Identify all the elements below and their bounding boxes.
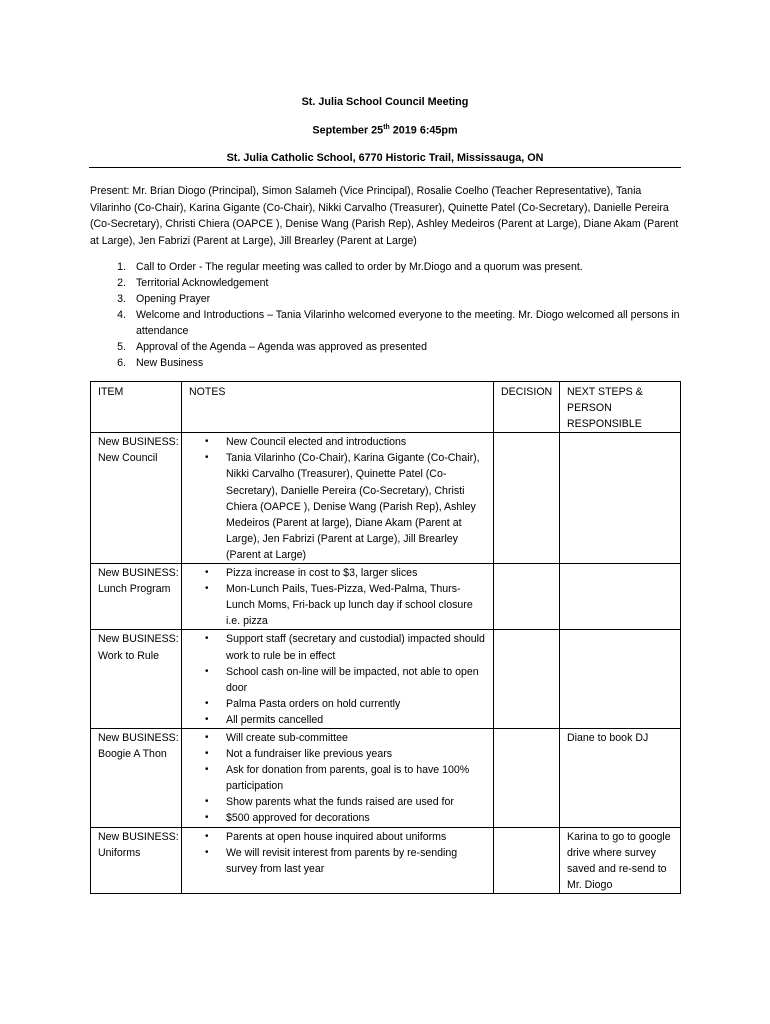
- notes-cell: [182, 564, 494, 630]
- notes-cell: [182, 827, 494, 893]
- note-text: We will revisit interest from parents by re-sending survey from last year: [226, 846, 458, 875]
- notes-list: [189, 730, 493, 827]
- table-row: [91, 827, 681, 893]
- attendance-paragraph: Present: Mr. Brian Diogo (Principal), Simon Salameh (Vice Principal), Rosalie Coelho (Teacher Representative), Tania Vilarinho (Co-Chair), Karina Gigante (Co-Chair), Nikki Carvalho (Treasurer), Quinette Patel (Co-Secretary), Danielle Pereira (Co-Secretary), Christi Chiera (OAPCE ), Denise Wang (Parish Rep), Ashley Medeiros (Parent at Large), Diane Akam (Parent at Large), Jen Fabrizi (Parent at Large), Jill Brearley (Parent at Large): [90, 185, 679, 247]
- next-steps-cell: Diane to book DJ: [560, 728, 681, 827]
- bullet-icon: •: [205, 846, 209, 858]
- decision-cell: [494, 630, 560, 729]
- bullet-icon: •: [205, 731, 209, 743]
- meeting-date: [0, 124, 770, 137]
- bullet-icon: •: [205, 796, 209, 808]
- agenda-text: Opening Prayer: [136, 293, 211, 305]
- note-item: [189, 434, 493, 450]
- bullet-icon: •: [205, 697, 209, 709]
- next-steps-cell: [560, 630, 681, 729]
- decision-cell: [494, 827, 560, 893]
- header-notes: NOTES: [182, 382, 494, 433]
- next-steps-cell: [560, 433, 681, 564]
- agenda-number: 3.: [117, 293, 126, 305]
- note-text: Parents at open house inquired about uniforms: [226, 830, 447, 843]
- date-prefix: September 25: [312, 124, 384, 137]
- item-cell: New BUSINESS: New Council: [91, 433, 182, 564]
- bullet-icon: •: [205, 764, 209, 776]
- note-item: [189, 746, 493, 762]
- agenda-list: [90, 259, 680, 371]
- agenda-item: [90, 355, 680, 371]
- decision-cell: [494, 728, 560, 827]
- item-cell: New BUSINESS: Work to Rule: [91, 630, 182, 729]
- agenda-text: Call to Order - The regular meeting was called to order by Mr.Diogo and a quorum was present.: [136, 261, 583, 273]
- note-item: [189, 810, 493, 826]
- agenda-item: [90, 291, 680, 307]
- note-text: Mon-Lunch Pails, Tues-Pizza, Wed-Palma, Thurs-Lunch Moms, Fri-back up lunch day if school closure i.e. pizza: [226, 583, 473, 628]
- next-steps-cell: [560, 564, 681, 630]
- table-row: [91, 564, 681, 630]
- note-item: [189, 794, 493, 810]
- date-suffix: 2019 6:45pm: [389, 124, 458, 137]
- agenda-item: [90, 275, 680, 291]
- meeting-location: St. Julia Catholic School, 6770 Historic Trail, Mississauga, ON: [226, 152, 544, 164]
- notes-cell: [182, 728, 494, 827]
- decision-cell: [494, 564, 560, 630]
- note-item: [189, 730, 493, 746]
- bullet-icon: •: [205, 665, 209, 677]
- date-superscript: th: [383, 124, 390, 131]
- header-item: ITEM: [91, 382, 182, 433]
- table-header-row: [91, 382, 681, 433]
- note-item: [189, 581, 493, 629]
- table-row: [91, 630, 681, 729]
- agenda-text: Approval of the Agenda – Agenda was approved as presented: [136, 341, 427, 353]
- note-text: All permits cancelled: [226, 713, 324, 726]
- bullet-icon: •: [205, 748, 209, 760]
- note-text: Ask for donation from parents, goal is to have 100% participation: [226, 764, 470, 793]
- agenda-number: 5.: [117, 341, 126, 353]
- header-decision: DECISION: [494, 382, 560, 433]
- note-text: Will create sub-committee: [226, 731, 348, 744]
- notes-list: [189, 829, 493, 877]
- note-text: School cash on-line will be impacted, not able to open door: [226, 665, 479, 694]
- agenda-item: [90, 259, 680, 275]
- item-cell: New BUSINESS: Boogie A Thon: [91, 728, 182, 827]
- notes-list: [189, 565, 493, 629]
- agenda-item: [90, 307, 680, 339]
- notes-list: [189, 434, 493, 563]
- table-row: [91, 728, 681, 827]
- note-item: [189, 845, 493, 877]
- agenda-number: 6.: [117, 357, 126, 369]
- table-row: [91, 433, 681, 564]
- bullet-icon: •: [205, 633, 209, 645]
- note-item: [189, 565, 493, 581]
- note-text: Palma Pasta orders on hold currently: [226, 697, 401, 710]
- item-cell: New BUSINESS: Lunch Program: [91, 564, 182, 630]
- agenda-text: Welcome and Introductions – Tania Vilarinho welcomed everyone to the meeting. Mr. Diogo welcomed all persons in attendance: [136, 309, 680, 337]
- note-text: Tania Vilarinho (Co-Chair), Karina Gigante (Co-Chair), Nikki Carvalho (Treasurer), Quinette Patel (Co-Secretary), Danielle Pereira (Co-Secretary), Christi Chiera (OAPCE ), Denise Wang (Parish Rep), Ashley Medeiros (Parent at large), Diane Akam (Parent at Large), Jen Fabrizi (Parent at Large), Jill Brearley (Parent at Large): [226, 452, 480, 561]
- note-text: Show parents what the funds raised are used for: [226, 796, 454, 809]
- bullet-icon: •: [205, 830, 209, 842]
- bullet-icon: •: [205, 583, 209, 595]
- note-item: [189, 631, 493, 663]
- bullet-icon: •: [205, 436, 209, 448]
- note-text: New Council elected and introductions: [226, 436, 407, 449]
- agenda-text: Territorial Acknowledgement: [136, 277, 269, 289]
- notes-cell: [182, 630, 494, 729]
- decision-cell: [494, 433, 560, 564]
- agenda-text: New Business: [136, 357, 204, 369]
- bullet-icon: •: [205, 812, 209, 824]
- note-text: Support staff (secretary and custodial) impacted should work to rule be in effect: [226, 633, 485, 662]
- bullet-icon: •: [205, 452, 209, 464]
- note-item: [189, 664, 493, 696]
- note-text: $500 approved for decorations: [226, 812, 370, 825]
- note-item: [189, 712, 493, 728]
- minutes-table: [90, 381, 681, 894]
- notes-cell: [182, 433, 494, 564]
- note-item: [189, 829, 493, 845]
- agenda-number: 4.: [117, 309, 126, 321]
- next-steps-cell: Karina to go to google drive where survey saved and re-send to Mr. Diogo: [560, 827, 681, 893]
- bullet-icon: •: [205, 713, 209, 725]
- meeting-title: St. Julia School Council Meeting: [301, 96, 469, 108]
- item-cell: New BUSINESS: Uniforms: [91, 827, 182, 893]
- note-text: Pizza increase in cost to $3, larger slices: [226, 567, 418, 580]
- note-item: [189, 762, 493, 794]
- header-next-steps: NEXT STEPS & PERSON RESPONSIBLE: [560, 382, 681, 433]
- note-item: [189, 696, 493, 712]
- agenda-item: [90, 339, 680, 355]
- agenda-number: 2.: [117, 277, 126, 289]
- note-item: [189, 450, 493, 563]
- note-text: Not a fundraiser like previous years: [226, 748, 393, 761]
- notes-list: [189, 631, 493, 728]
- horizontal-rule: [89, 167, 681, 168]
- bullet-icon: •: [205, 567, 209, 579]
- agenda-number: 1.: [117, 261, 126, 273]
